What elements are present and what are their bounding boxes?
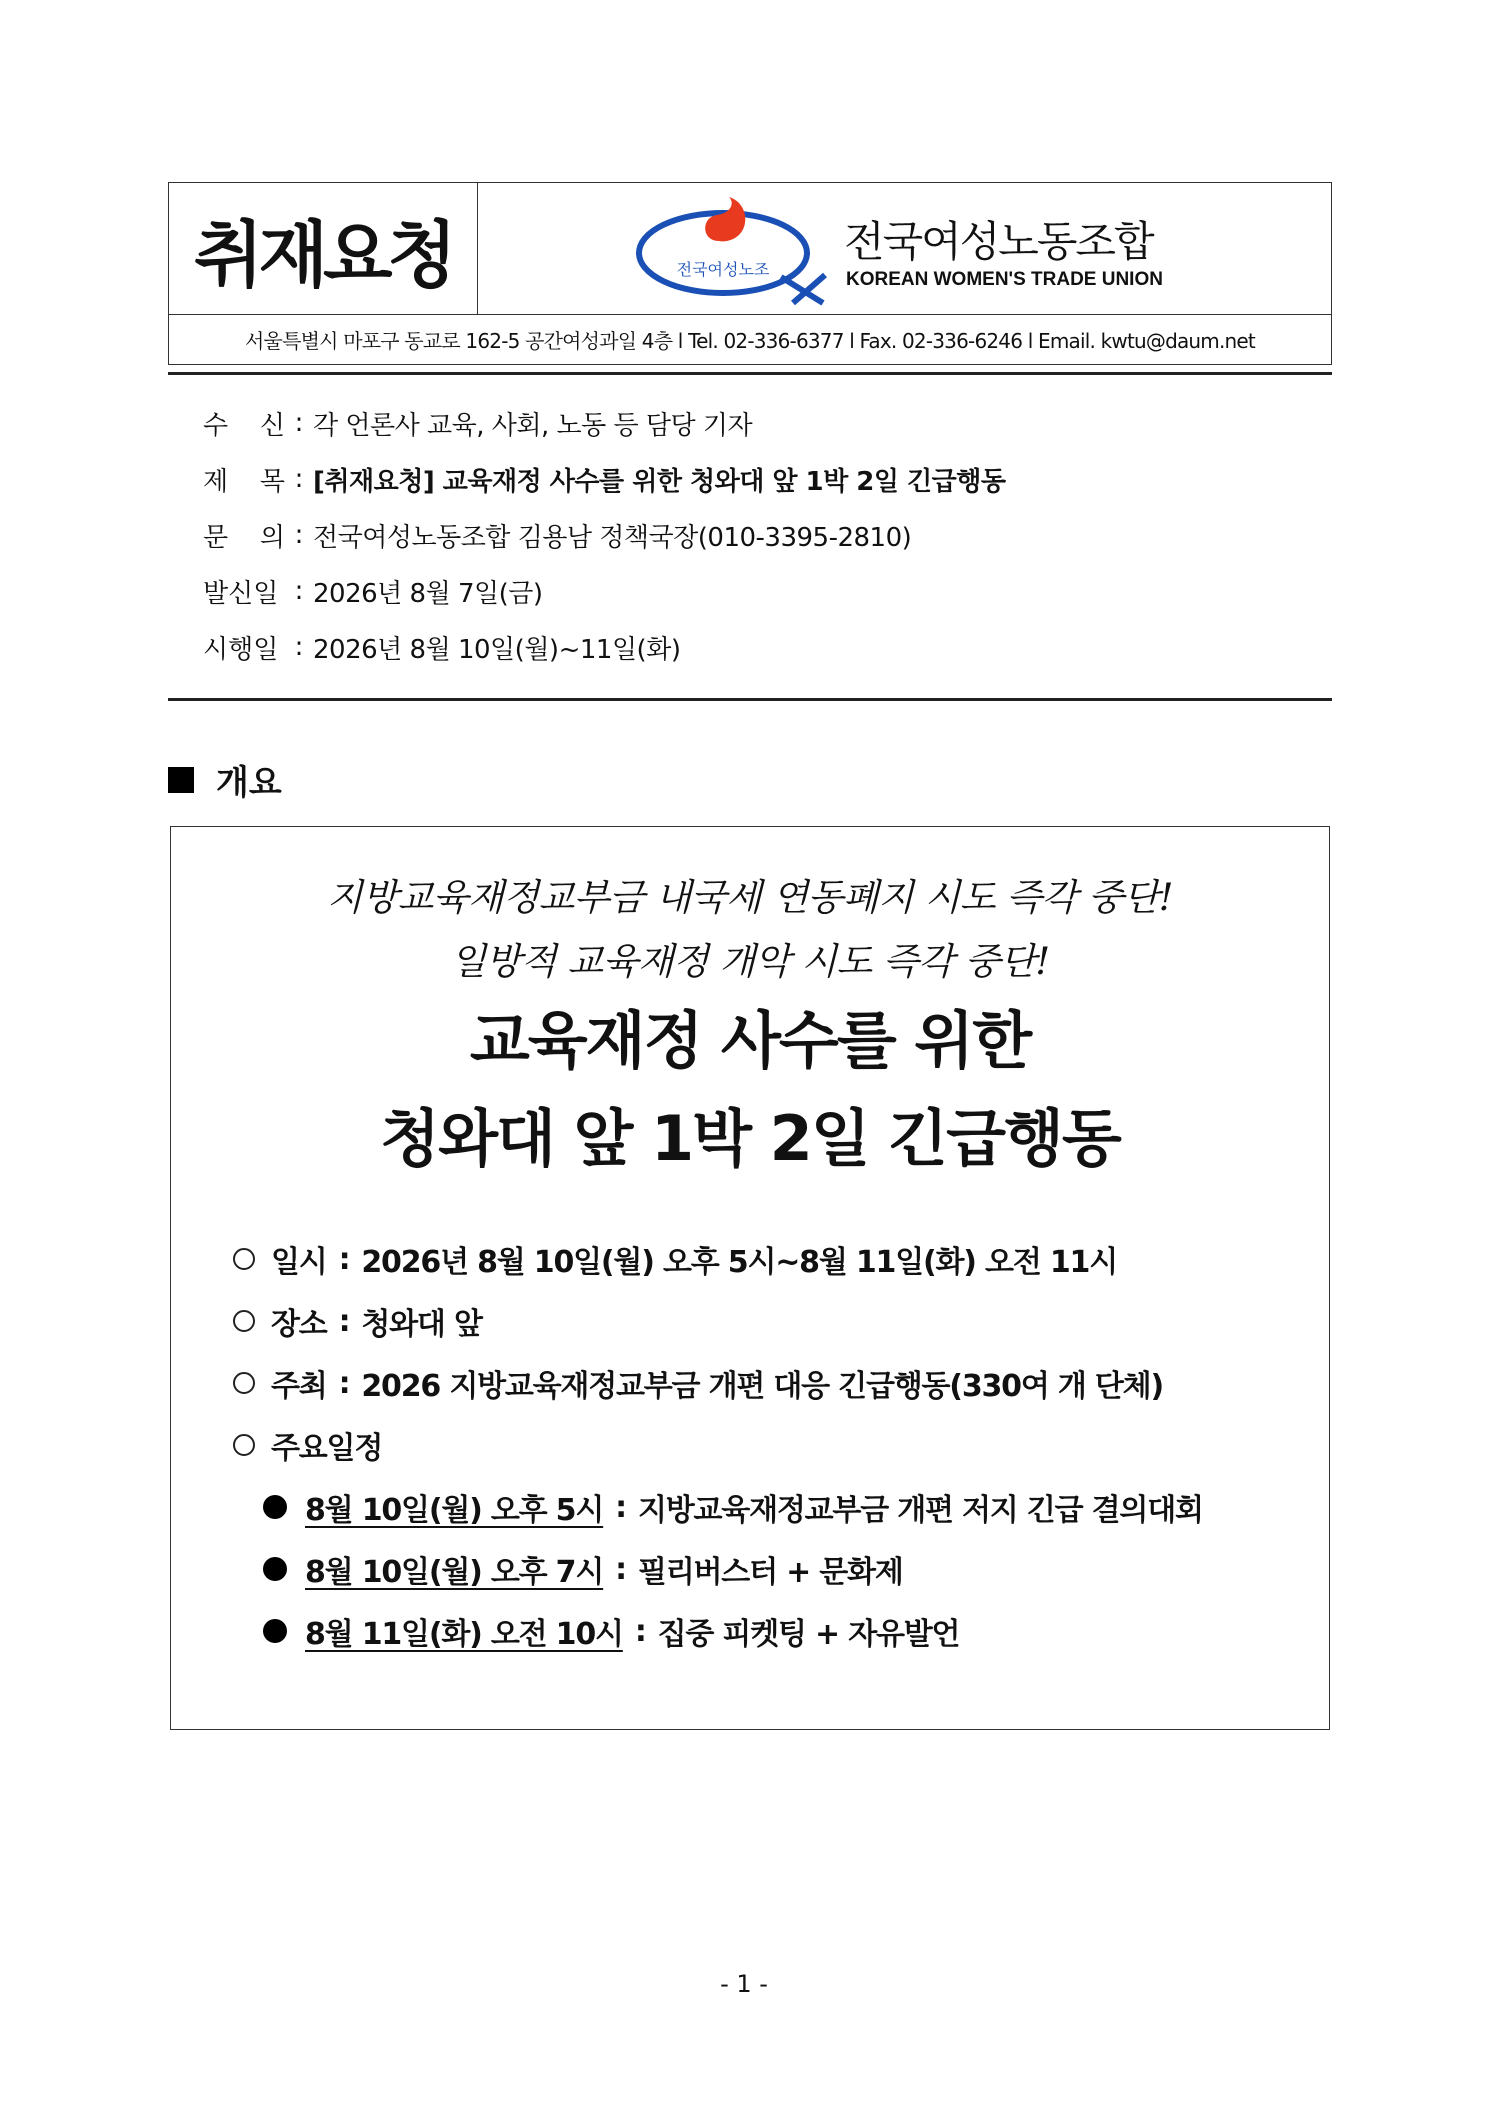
meta-label: 수 신 xyxy=(203,410,285,441)
schedule-event: 지방교육재정교부금 개편 저지 긴급 결의대회 xyxy=(637,1493,1203,1528)
org-name-english: KOREAN WOMEN'S TRADE UNION xyxy=(846,269,1163,290)
info-colon: : xyxy=(338,1303,350,1339)
info-label: 주요일정 xyxy=(271,1431,383,1466)
schedule-event: 필리버스터 + 문화제 xyxy=(637,1555,903,1590)
info-value: 2026 지방교육재정교부금 개편 대응 긴급행동(330여 개 단체) xyxy=(361,1369,1163,1404)
schedule-colon: : xyxy=(615,1551,626,1587)
section-heading xyxy=(168,755,282,804)
circle-bullet-icon xyxy=(233,1372,255,1394)
meta-label: 제 목 xyxy=(203,466,285,497)
circle-bullet-icon xyxy=(233,1248,255,1270)
page-number: - 1 - xyxy=(720,1970,768,1998)
meta-label: 시행일 xyxy=(203,634,279,665)
schedule-item xyxy=(263,1547,903,1591)
meta-colon: : xyxy=(294,520,304,550)
info-item-location xyxy=(233,1299,482,1343)
meta-value: 2026년 8월 10일(월)~11일(화) xyxy=(313,634,681,665)
union-logo-icon xyxy=(631,195,831,307)
filled-dot-bullet-icon xyxy=(263,1495,287,1519)
info-item-datetime xyxy=(233,1237,1117,1281)
info-item-schedule xyxy=(233,1423,382,1467)
schedule-colon: : xyxy=(615,1489,626,1525)
meta-label: 발신일 xyxy=(203,578,279,609)
org-name-korean: 전국여성노동조합 xyxy=(844,217,1153,266)
schedule-time: 8월 10일(월) 오후 7시 xyxy=(305,1555,604,1590)
meta-label: 문 의 xyxy=(203,522,285,553)
filled-dot-bullet-icon xyxy=(263,1619,287,1643)
headline-line: 청와대 앞 1박 2일 긴급행동 xyxy=(380,1102,1120,1175)
meta-value: 전국여성노동조합 김용남 정책국장(010-3395-2810) xyxy=(313,522,912,553)
info-value: 2026년 8월 10일(월) 오후 5시~8월 11일(화) 오전 11시 xyxy=(361,1245,1117,1280)
info-value: 청와대 앞 xyxy=(361,1307,482,1342)
meta-colon: : xyxy=(294,464,304,494)
schedule-item xyxy=(263,1485,1203,1529)
schedule-item xyxy=(263,1609,959,1653)
meta-divider xyxy=(168,698,1332,701)
info-label: 주최 xyxy=(271,1369,327,1404)
meta-inquiry xyxy=(203,517,911,553)
meta-event-date xyxy=(203,629,680,665)
section-title: 개요 xyxy=(216,763,282,803)
info-item-host xyxy=(233,1361,1163,1405)
circle-bullet-icon xyxy=(233,1434,255,1456)
meta-subject xyxy=(203,461,1006,497)
letterhead-top xyxy=(169,183,1331,315)
meta-recipient xyxy=(203,405,752,441)
info-label: 일시 xyxy=(271,1245,327,1280)
circle-bullet-icon xyxy=(233,1310,255,1332)
header-divider xyxy=(168,372,1332,375)
schedule-colon: : xyxy=(634,1613,646,1649)
meta-value: [취재요청] 교육재정 사수를 위한 청와대 앞 1박 2일 긴급행동 xyxy=(313,466,1006,497)
info-colon: : xyxy=(338,1241,350,1277)
meta-value: 2026년 8월 7일(금) xyxy=(313,578,543,609)
document-type-title: 취재요청 xyxy=(169,183,478,314)
schedule-time: 8월 10일(월) 오후 5시 xyxy=(305,1493,604,1528)
slogan-line: 일방적 교육재정 개악 시도 즉각 중단! xyxy=(450,940,1050,983)
overview-box xyxy=(170,826,1330,1730)
slogan-line: 지방교육재정교부금 내국세 연동폐지 시도 즉각 중단! xyxy=(327,876,1173,919)
letterhead xyxy=(168,182,1332,365)
headline-line: 교육재정 사수를 위한 xyxy=(469,1004,1031,1077)
square-bullet-icon xyxy=(168,767,194,793)
schedule-event: 집중 피켓팅 + 자유발언 xyxy=(657,1617,960,1652)
contact-address: 서울특별시 마포구 동교로 162-5 공간여성과일 4층 l Tel. 02-336-6377 l Fax. 02-336-6246 l Email. kwtu@daum.net xyxy=(245,328,1255,353)
filled-dot-bullet-icon xyxy=(263,1557,287,1581)
meta-colon: : xyxy=(294,408,304,438)
meta-value: 각 언론사 교육, 사회, 노동 등 담당 기자 xyxy=(313,410,753,441)
logo-text: 전국여성노조 xyxy=(676,260,770,279)
meta-colon: : xyxy=(294,632,304,662)
info-label: 장소 xyxy=(271,1307,327,1342)
schedule-time: 8월 11일(화) 오전 10시 xyxy=(305,1617,623,1652)
info-colon: : xyxy=(338,1365,350,1401)
meta-sent-date xyxy=(203,573,543,609)
meta-colon: : xyxy=(294,576,304,606)
